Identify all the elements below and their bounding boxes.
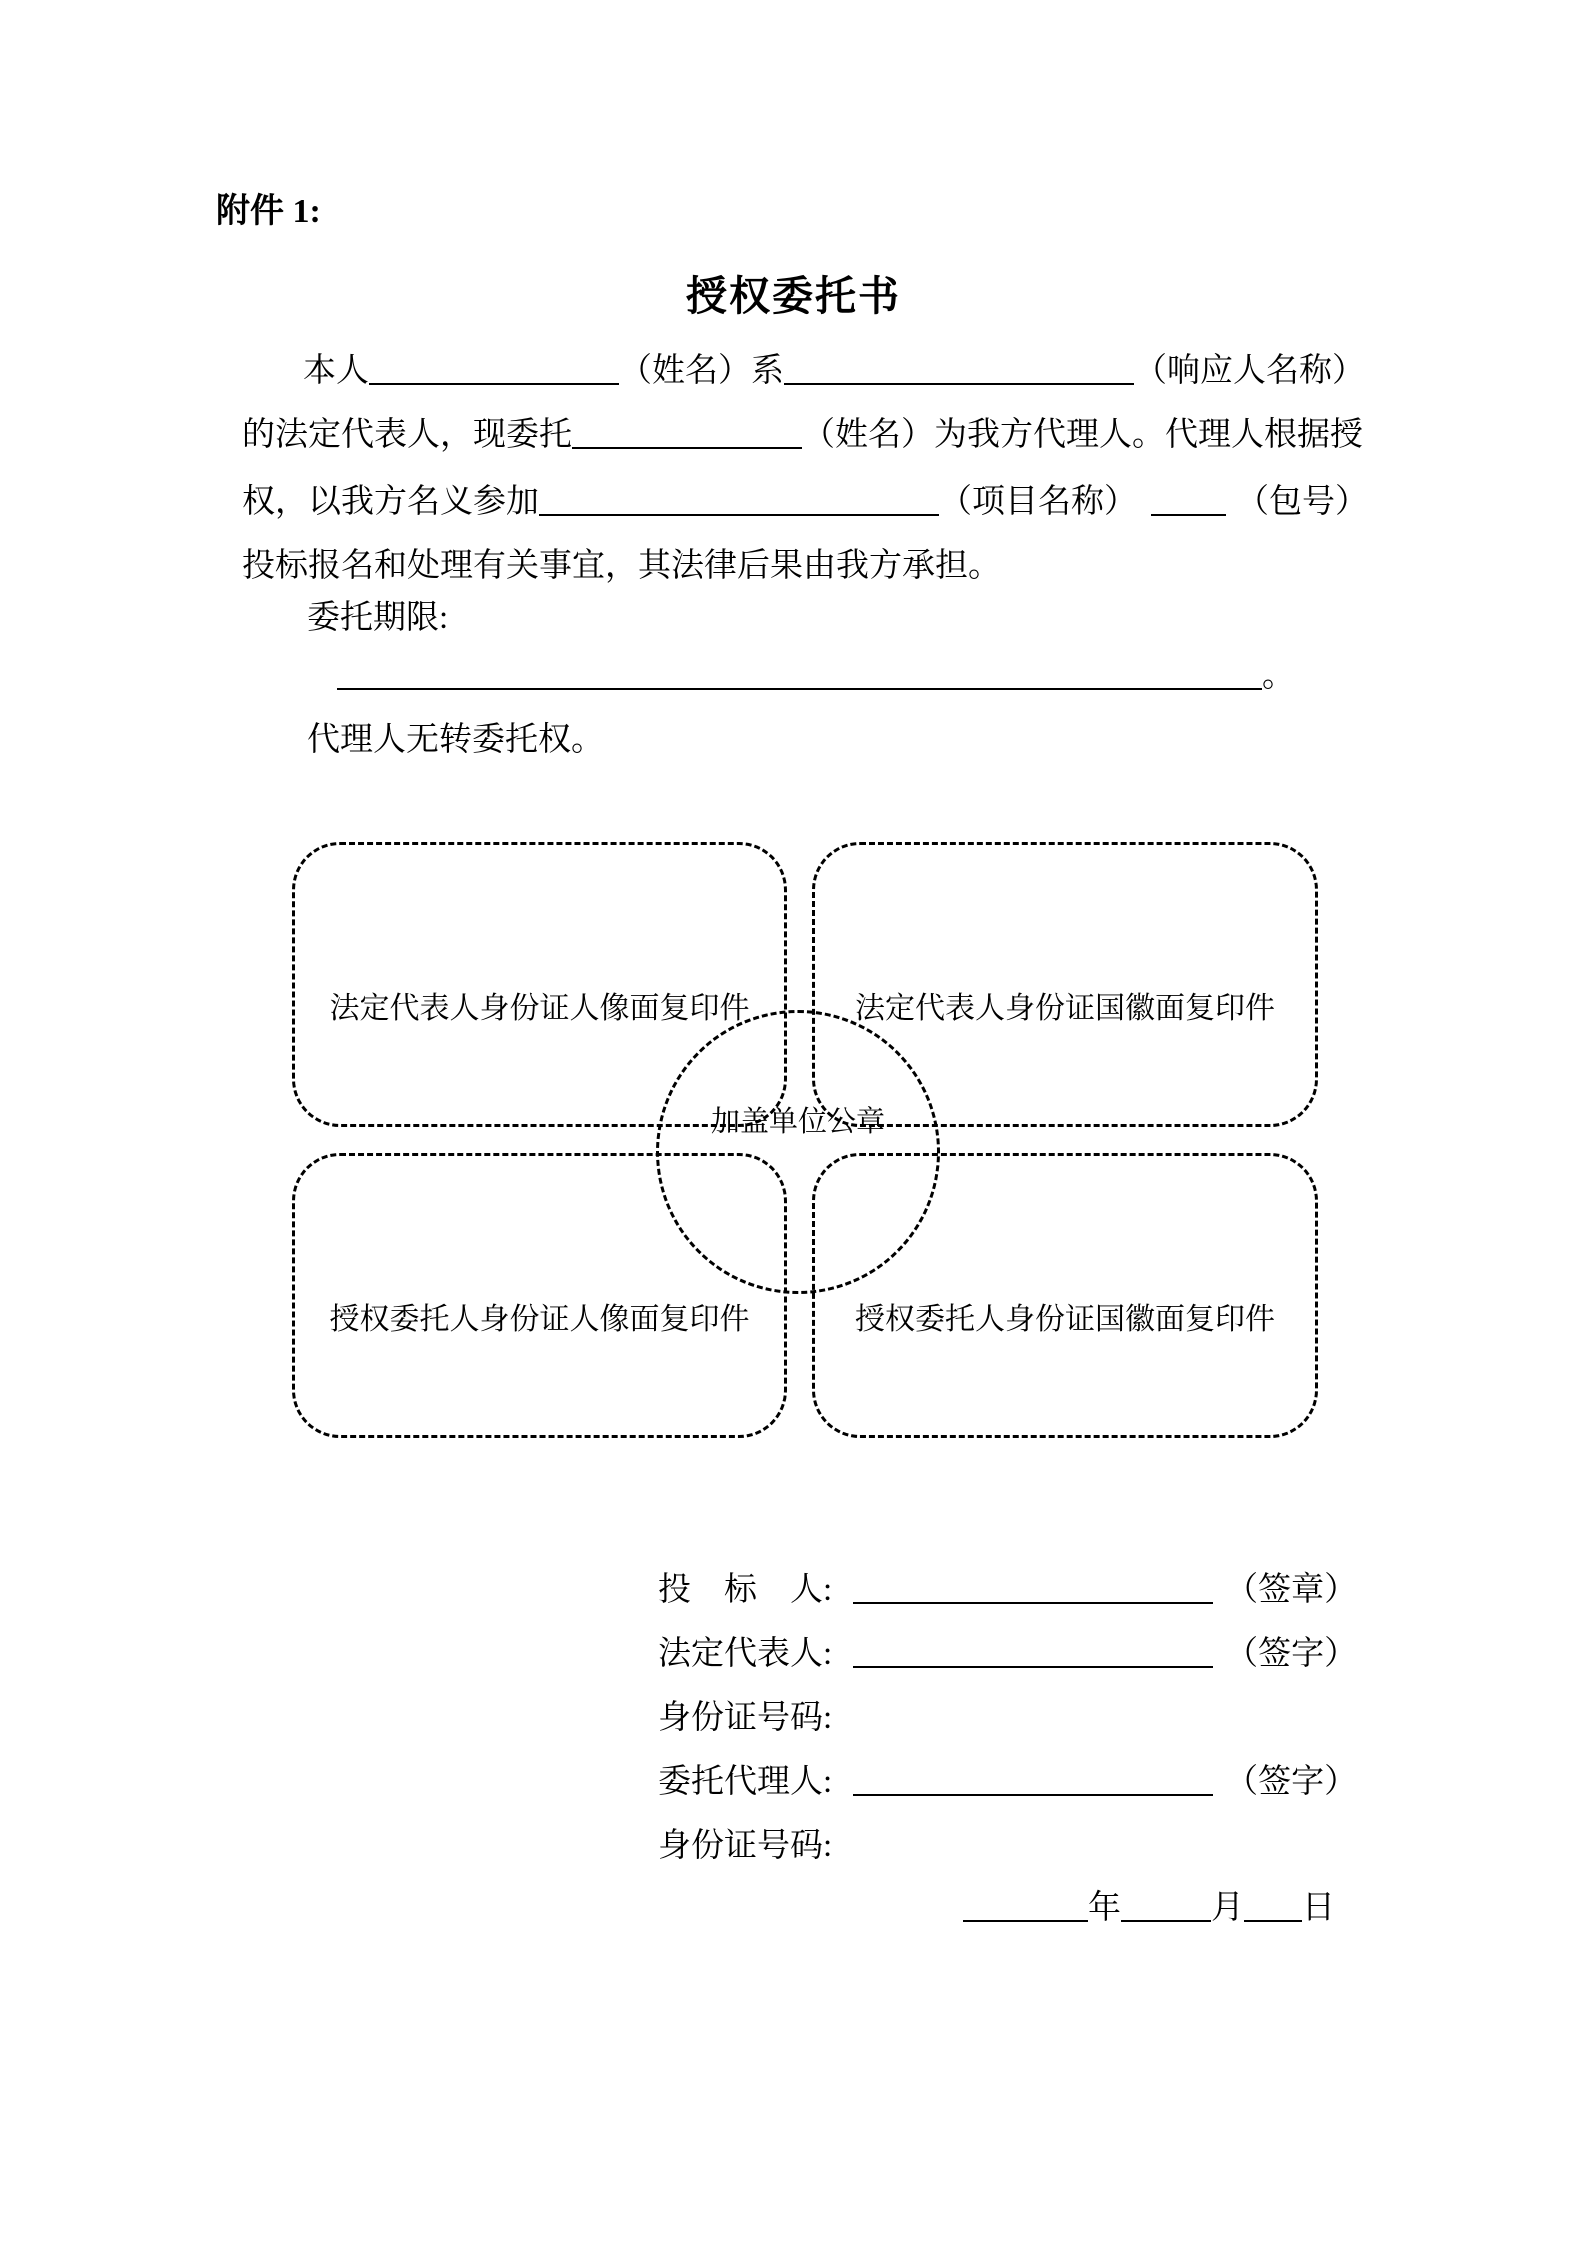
- date-day-label: 日: [1302, 1890, 1335, 1926]
- idcopy-box-agent-emblem-label: 授权委托人身份证国徽面复印件: [855, 1302, 1275, 1336]
- p4-text: 投标报名和处理有关事宜，其法律后果由我方承担。: [242, 548, 1001, 584]
- p3-package-hint: （包号）: [1236, 484, 1368, 520]
- bidder-label: 投 标 人:: [658, 1572, 833, 1608]
- attachment-label: 附件 1:: [216, 193, 321, 230]
- seal-circle: [656, 1010, 940, 1294]
- legal-rep-label: 法定代表人:: [658, 1636, 833, 1672]
- idcopy-box-legal-rep-portrait-label: 法定代表人身份证人像面复印件: [329, 991, 750, 1025]
- document-title: 授权委托书: [686, 273, 901, 319]
- period-mark: 。: [1262, 658, 1295, 694]
- blank-bidder-signature[interactable]: [853, 1600, 1213, 1604]
- signature-row-id-2: [658, 1826, 832, 1866]
- no-subdelegation-text: 代理人无转委托权。: [307, 722, 604, 758]
- seal-circle-label: 加盖单位公章: [710, 1106, 885, 1138]
- blank-agent-signature[interactable]: [853, 1792, 1213, 1796]
- date-month-label: 月: [1211, 1890, 1244, 1926]
- delegation-term-label: 委托期限:: [307, 600, 449, 636]
- agent-label: 委托代理人:: [658, 1764, 833, 1800]
- blank-package-number[interactable]: [1151, 512, 1226, 516]
- p1-respondent-hint: （响应人名称）: [1134, 353, 1365, 389]
- p3-project-hint: （项目名称）: [939, 484, 1137, 520]
- blank-respondent-name[interactable]: [784, 381, 1134, 385]
- p2-rest-text: （姓名）为我方代理人。代理人根据授: [802, 417, 1363, 453]
- blank-date-year[interactable]: [963, 1918, 1088, 1922]
- p3-start-text: 权，以我方名义参加: [242, 484, 539, 520]
- paragraph-line-4: [242, 546, 1001, 586]
- idcopy-box-agent-portrait-label: 授权委托人身份证人像面复印件: [329, 1302, 750, 1336]
- blank-project-name[interactable]: [539, 512, 939, 516]
- delegation-term-row: [307, 598, 448, 638]
- p1-name-hint: （姓名）系: [619, 353, 784, 389]
- signature-row-legal-rep: [658, 1634, 1357, 1674]
- paragraph-line-1: [303, 351, 1365, 391]
- blank-date-month[interactable]: [1121, 1918, 1211, 1922]
- delegation-term-blank-row: [337, 656, 1295, 696]
- signature-row-agent: [658, 1762, 1357, 1802]
- blank-principal-name[interactable]: [369, 381, 619, 385]
- p2-start-text: 的法定代表人，现委托: [242, 417, 572, 453]
- paragraph-line-3: [242, 482, 1368, 522]
- date-row: [963, 1888, 1335, 1928]
- paragraph-line-2: [242, 415, 1363, 455]
- signature-row-id-1: [658, 1698, 832, 1738]
- blank-date-day[interactable]: [1244, 1918, 1302, 1922]
- agent-suffix: （签字）: [1225, 1764, 1358, 1800]
- blank-legal-rep-signature[interactable]: [853, 1664, 1213, 1668]
- no-subdelegation-row: [307, 720, 604, 760]
- bidder-suffix: （签章）: [1225, 1572, 1358, 1608]
- p1-start-text: 本人: [303, 353, 369, 389]
- date-year-label: 年: [1088, 1890, 1121, 1926]
- id-number-label-2: 身份证号码:: [658, 1828, 833, 1864]
- signature-row-bidder: [658, 1570, 1357, 1610]
- blank-delegation-period[interactable]: [337, 686, 1262, 690]
- id-number-label-1: 身份证号码:: [658, 1700, 833, 1736]
- blank-agent-name[interactable]: [572, 445, 802, 449]
- legal-rep-suffix: （签字）: [1225, 1636, 1358, 1672]
- idcopy-box-legal-rep-emblem-label: 法定代表人身份证国徽面复印件: [855, 991, 1275, 1025]
